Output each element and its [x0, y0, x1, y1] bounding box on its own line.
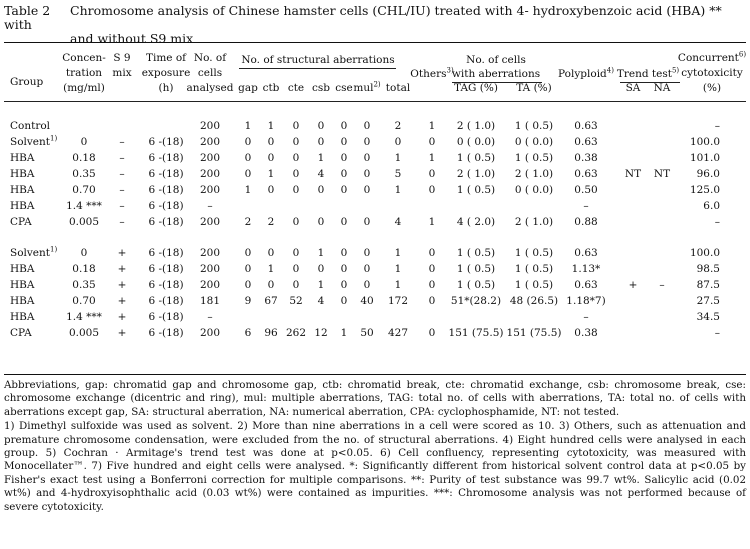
cell-mul: 0 — [363, 184, 371, 196]
cell-poly: – — [583, 311, 589, 323]
cell-csb: 0 — [317, 120, 325, 132]
cell-gap: 2 — [244, 216, 252, 228]
cell-others: 1 — [428, 152, 436, 164]
cell-cte: 0 — [292, 152, 300, 164]
header-conc-1: Concen- — [62, 52, 106, 64]
cell-csb: 12 — [314, 327, 328, 339]
header-with-aberrations-1: No. of cells — [466, 54, 526, 66]
cell-ctb: 67 — [264, 295, 278, 307]
header-polyploid: Polyploid$^{4)}$ — [558, 66, 614, 80]
cell-csb: 1 — [317, 279, 325, 291]
cell-cells: 181 — [199, 295, 221, 307]
cell-cyto: 98.5 — [696, 263, 720, 275]
header-gap: gap — [238, 82, 258, 94]
header-time-2: exposure — [141, 67, 191, 79]
cell-time: 6 -(18) — [148, 311, 184, 323]
cell-cse: 0 — [340, 120, 348, 132]
cell-cse: 0 — [340, 184, 348, 196]
cell-tag: 2 ( 1.0) — [456, 120, 496, 132]
cell-mul: 0 — [363, 152, 371, 164]
cell-cyto: 100.0 — [689, 136, 720, 148]
cell-cse: 0 — [340, 279, 348, 291]
cell-mul: 0 — [363, 263, 371, 275]
cell-tag: 1 ( 0.5) — [456, 279, 496, 291]
cell-poly: 0.50 — [574, 184, 598, 196]
cell-s9: + — [117, 247, 127, 259]
cell-ta: 151 (75.5) — [506, 327, 562, 339]
cell-conc: 0.005 — [68, 216, 100, 228]
cell-tag: 2 ( 1.0) — [456, 168, 496, 180]
cell-cells: 200 — [199, 247, 221, 259]
cell-s9: – — [119, 152, 125, 164]
cell-poly: 0.63 — [574, 168, 598, 180]
cell-ctb: 1 — [267, 168, 275, 180]
cell-conc: 0.18 — [72, 152, 96, 164]
cell-gap: 0 — [244, 247, 252, 259]
cell-s9: – — [119, 200, 125, 212]
cell-time: 6 -(18) — [148, 327, 184, 339]
cell-csb: 0 — [317, 263, 325, 275]
cell-cells: – — [207, 200, 213, 212]
cell-csb: 1 — [317, 152, 325, 164]
cell-time: 6 -(18) — [148, 279, 184, 291]
header-cyto-1: Concurrent$^{6)}$ — [677, 50, 747, 64]
cell-ta: 0 ( 0.0) — [514, 184, 554, 196]
cell-ctb: 0 — [267, 247, 275, 259]
cell-time: 6 -(18) — [148, 200, 184, 212]
cell-mul: 0 — [363, 247, 371, 259]
cell-s9: – — [119, 136, 125, 148]
cell-cells: 200 — [199, 263, 221, 275]
cell-s9: + — [117, 327, 127, 339]
header-rule — [4, 101, 746, 102]
cell-others: 0 — [428, 184, 436, 196]
cell-others: 1 — [428, 216, 436, 228]
cell-cells: – — [207, 311, 213, 323]
cell-time: 6 -(18) — [148, 295, 184, 307]
cell-s9: – — [119, 184, 125, 196]
table-label: Table 2 — [4, 3, 51, 18]
header-cells-1: No. of — [193, 52, 227, 64]
table-row — [0, 325, 750, 341]
cell-ta: 48 (26.5) — [509, 295, 559, 307]
cell-group: HBA — [10, 311, 35, 323]
cell-s9: + — [117, 279, 127, 291]
cell-conc: 0.35 — [72, 279, 96, 291]
cell-gap: 9 — [244, 295, 252, 307]
cell-ctb: 1 — [267, 263, 275, 275]
cell-poly: 0.38 — [574, 152, 598, 164]
cell-poly: 0.88 — [574, 216, 598, 228]
cell-poly: 0.63 — [574, 120, 598, 132]
caption-line-1: Chromosome analysis of Chinese hamster cells (CHL/IU) treated with 4- hydroxybenzoic acid (HBA) ** with — [4, 3, 722, 32]
cell-poly: 0.63 — [574, 247, 598, 259]
table-row — [0, 261, 750, 277]
table-caption — [4, 4, 750, 46]
cell-ctb: 0 — [267, 184, 275, 196]
table-row — [0, 309, 750, 325]
cell-gap: 0 — [244, 279, 252, 291]
cell-conc: 0.005 — [68, 327, 100, 339]
cell-group: HBA — [10, 263, 35, 275]
table-row — [0, 245, 750, 261]
cell-s9: + — [117, 263, 127, 275]
cell-ta: 2 ( 1.0) — [514, 216, 554, 228]
header-cells-3: analysed — [186, 82, 234, 94]
cell-cse: 0 — [340, 295, 348, 307]
cell-total: 1 — [394, 247, 402, 259]
cell-gap: 0 — [244, 263, 252, 275]
cell-cells: 200 — [199, 327, 221, 339]
cell-others: 0 — [428, 247, 436, 259]
cell-csb: 4 — [317, 168, 325, 180]
header-sa: SA — [625, 82, 641, 94]
cell-ctb: 0 — [267, 279, 275, 291]
cell-csb: 0 — [317, 184, 325, 196]
cell-group: CPA — [10, 216, 32, 228]
cell-total: 427 — [387, 327, 409, 339]
cell-conc: 0.18 — [72, 263, 96, 275]
table-row — [0, 150, 750, 166]
cell-cse: 0 — [340, 168, 348, 180]
table-row — [0, 118, 750, 134]
cell-time: 6 -(18) — [148, 263, 184, 275]
cell-time: 6 -(18) — [148, 184, 184, 196]
header-trend-test: Trend test$^{5)}$ — [616, 66, 680, 80]
cell-cyto: – — [714, 120, 720, 132]
header-structural-span: No. of structural aberrations — [241, 54, 395, 66]
footnote-notes: 1) Dimethyl sulfoxide was used as solvent. 2) More than nine aberrations in a cell were scored as 10. 3) Others, such as attenuation and premature chromosome condensation, were excluded from the no. of structural aberrations. 4) Eight hundred cells were analysed in each group. 5) Cochran · Armitage's trend test was done at p<0.05. 6) Cell confluency, representing cytotoxicity, was measured with Monocellater™. 7) Five hundred and eight cells were analysed. *: Significantly different from historical solvent control data at p<0.05 by Fisher's exact test using a Bonferroni correction for multiple comparisons. **: Purity of test substance was 99.7 wt%. Salicylic acid (0.02 wt%) and 4-hydroxyisophthalic acid (0.03 wt%) were contained as impurities. ***: Chromosome analysis was not performed because of severe cytotoxicity. — [4, 420, 746, 513]
cell-cyto: 87.5 — [696, 279, 720, 291]
cell-others: 0 — [428, 295, 436, 307]
cell-group: HBA — [10, 184, 35, 196]
cell-total: 1 — [394, 152, 402, 164]
footnotes — [4, 379, 746, 514]
cell-mul: 40 — [360, 295, 374, 307]
cell-mul: 50 — [360, 327, 374, 339]
cell-cse: 0 — [340, 152, 348, 164]
header-time-1: Time of — [145, 52, 187, 64]
header-s9-1: S 9 — [113, 52, 131, 64]
cell-cte: 52 — [289, 295, 303, 307]
cell-ta: 0 ( 0.0) — [514, 136, 554, 148]
cell-ctb: 2 — [267, 216, 275, 228]
cell-cse: 0 — [340, 263, 348, 275]
cell-total: 4 — [394, 216, 402, 228]
table-row — [0, 134, 750, 150]
cell-others: 0 — [428, 327, 436, 339]
cell-cte: 0 — [292, 263, 300, 275]
cell-cte: 0 — [292, 247, 300, 259]
cell-cells: 200 — [199, 120, 221, 132]
cell-gap: 0 — [244, 168, 252, 180]
cell-mul: 0 — [363, 136, 371, 148]
cell-total: 2 — [394, 120, 402, 132]
cell-cyto: 101.0 — [689, 152, 720, 164]
cell-gap: 1 — [244, 120, 252, 132]
header-cse: cse — [335, 82, 353, 94]
cell-cte: 0 — [292, 136, 300, 148]
cell-cyto: 27.5 — [696, 295, 720, 307]
cell-group: HBA — [10, 295, 35, 307]
cell-csb: 4 — [317, 295, 325, 307]
header-group: Group — [10, 76, 44, 88]
cell-ctb: 0 — [267, 152, 275, 164]
cell-group: HBA — [10, 279, 35, 291]
cell-gap: 6 — [244, 327, 252, 339]
cell-conc: 0 — [80, 136, 88, 148]
cell-s9: – — [119, 168, 125, 180]
cell-poly: 1.18*7) — [566, 295, 606, 307]
header-conc-3: (mg/ml) — [63, 82, 105, 94]
footnote-abbreviations: Abbreviations, gap: chromatid gap and chromosome gap, ctb: chromatid break, cte: chromatid exchange, csb: chromosome break, cse: chromosome exchange (dicentric and ring), mul: multiple aberrations, TAG: total no. of cells with aberrations, TA: total no. of cells with aberrations except gap, SA: structural aberration, NA: numerical aberration, CPA: cyclophosphamide, NT: not tested. — [4, 379, 746, 418]
cell-cte: 262 — [285, 327, 307, 339]
table-row — [0, 198, 750, 214]
cell-others: 0 — [428, 263, 436, 275]
cell-tag: 1 ( 0.5) — [456, 263, 496, 275]
cell-conc: 0.35 — [72, 168, 96, 180]
cell-total: 5 — [394, 168, 402, 180]
cell-ta: 2 ( 1.0) — [514, 168, 554, 180]
cell-poly: 0.38 — [574, 327, 598, 339]
cell-time: 6 -(18) — [148, 247, 184, 259]
structural-span-rule — [239, 68, 396, 69]
cell-cyto: 34.5 — [696, 311, 720, 323]
table-row — [0, 293, 750, 309]
cell-tag: 1 ( 0.5) — [456, 184, 496, 196]
cell-gap: 1 — [244, 184, 252, 196]
cell-group: HBA — [10, 200, 35, 212]
cell-group: Control — [10, 120, 51, 132]
cell-csb: 0 — [317, 136, 325, 148]
cell-s9: + — [117, 295, 127, 307]
cell-cse: 0 — [340, 216, 348, 228]
cell-mul: 0 — [363, 216, 371, 228]
cell-na: – — [659, 279, 665, 291]
cell-conc: 1.4 *** — [66, 311, 102, 323]
cell-total: 0 — [394, 136, 402, 148]
caption-line-2: and without S9 mix — [70, 31, 194, 46]
cell-ta: 1 ( 0.5) — [514, 152, 554, 164]
header-cells-2: cells — [197, 67, 223, 79]
cell-cells: 200 — [199, 279, 221, 291]
cell-csb: 0 — [317, 216, 325, 228]
cell-s9: + — [117, 311, 127, 323]
cell-total: 172 — [387, 295, 409, 307]
header-tag: TAG (%) — [454, 82, 498, 94]
cell-poly: 0.63 — [574, 136, 598, 148]
cell-ta: 1 ( 0.5) — [514, 263, 554, 275]
bottom-rule — [4, 374, 746, 375]
table-row — [0, 182, 750, 198]
header-ctb: ctb — [262, 82, 280, 94]
cell-s9: – — [119, 216, 125, 228]
cell-cyto: 96.0 — [696, 168, 720, 180]
cell-tag: 51*(28.2) — [450, 295, 502, 307]
header-cyto-2: cytotoxicity — [681, 67, 743, 79]
cell-others: 0 — [428, 136, 436, 148]
cell-total: 1 — [394, 184, 402, 196]
cell-poly: – — [583, 200, 589, 212]
cell-cells: 200 — [199, 168, 221, 180]
cell-csb: 1 — [317, 247, 325, 259]
cell-ta: 1 ( 0.5) — [514, 247, 554, 259]
header-time-3: (h) — [158, 82, 174, 94]
top-rule — [4, 42, 746, 43]
cell-cells: 200 — [199, 136, 221, 148]
cell-poly: 1.13* — [571, 263, 601, 275]
cell-tag: 151 (75.5) — [448, 327, 504, 339]
cell-cte: 0 — [292, 216, 300, 228]
header-cte: cte — [287, 82, 305, 94]
cell-others: 0 — [428, 279, 436, 291]
cell-group: Solvent$^{1)}$ — [10, 134, 58, 148]
cell-poly: 0.63 — [574, 279, 598, 291]
cell-ctb: 0 — [267, 136, 275, 148]
cell-cyto: 125.0 — [689, 184, 720, 196]
cell-mul: 0 — [363, 168, 371, 180]
cell-tag: 1 ( 0.5) — [456, 247, 496, 259]
cell-cte: 0 — [292, 120, 300, 132]
cell-conc: 1.4 *** — [66, 200, 102, 212]
cell-time: 6 -(18) — [148, 152, 184, 164]
header-ta: TA (%) — [516, 82, 552, 94]
cell-cells: 200 — [199, 184, 221, 196]
cell-group: HBA — [10, 168, 35, 180]
cell-tag: 4 ( 2.0) — [456, 216, 496, 228]
cell-tag: 0 ( 0.0) — [456, 136, 496, 148]
cell-cyto: – — [714, 327, 720, 339]
cell-cyto: 100.0 — [689, 247, 720, 259]
header-with-aberrations-2: with aberrations — [451, 68, 541, 80]
cell-others: 0 — [428, 168, 436, 180]
cell-conc: 0.70 — [72, 184, 96, 196]
header-mul: mul$^{2)}$ — [353, 80, 381, 94]
header-csb: csb — [312, 82, 330, 94]
header-others: Others$^{3)}$ — [410, 66, 454, 80]
header-conc-2: tration — [65, 67, 103, 79]
cell-group: Solvent$^{1)}$ — [10, 245, 58, 259]
cell-cse: 1 — [340, 327, 348, 339]
cell-cte: 0 — [292, 184, 300, 196]
cell-sa: NT — [624, 168, 642, 180]
cell-cyto: – — [714, 216, 720, 228]
cell-total: 1 — [394, 263, 402, 275]
cell-others: 1 — [428, 120, 436, 132]
cell-cse: 0 — [340, 247, 348, 259]
cell-time: 6 -(18) — [148, 168, 184, 180]
cell-conc: 0 — [80, 247, 88, 259]
table-row — [0, 277, 750, 293]
cell-ctb: 1 — [267, 120, 275, 132]
cell-ta: 1 ( 0.5) — [514, 120, 554, 132]
cell-conc: 0.70 — [72, 295, 96, 307]
cell-cells: 200 — [199, 152, 221, 164]
cell-cyto: 6.0 — [703, 200, 720, 212]
cell-time: 6 -(18) — [148, 136, 184, 148]
cell-cte: 0 — [292, 168, 300, 180]
cell-na: NT — [653, 168, 671, 180]
cell-cells: 200 — [199, 216, 221, 228]
cell-group: CPA — [10, 327, 32, 339]
cell-cte: 0 — [292, 279, 300, 291]
cell-time: 6 -(18) — [148, 216, 184, 228]
cell-tag: 1 ( 0.5) — [456, 152, 496, 164]
cell-ta: 1 ( 0.5) — [514, 279, 554, 291]
cell-total: 1 — [394, 279, 402, 291]
cell-gap: 0 — [244, 136, 252, 148]
header-s9-2: mix — [112, 67, 132, 79]
cell-sa: + — [628, 279, 638, 291]
cell-group: HBA — [10, 152, 35, 164]
cell-cse: 0 — [340, 136, 348, 148]
cell-mul: 0 — [363, 120, 371, 132]
cell-mul: 0 — [363, 279, 371, 291]
cell-gap: 0 — [244, 152, 252, 164]
table-row — [0, 214, 750, 230]
header-na: NA — [653, 82, 671, 94]
header-cyto-3: (%) — [702, 82, 722, 94]
table-row — [0, 166, 750, 182]
cell-ctb: 96 — [264, 327, 278, 339]
header-total: total — [385, 82, 411, 94]
